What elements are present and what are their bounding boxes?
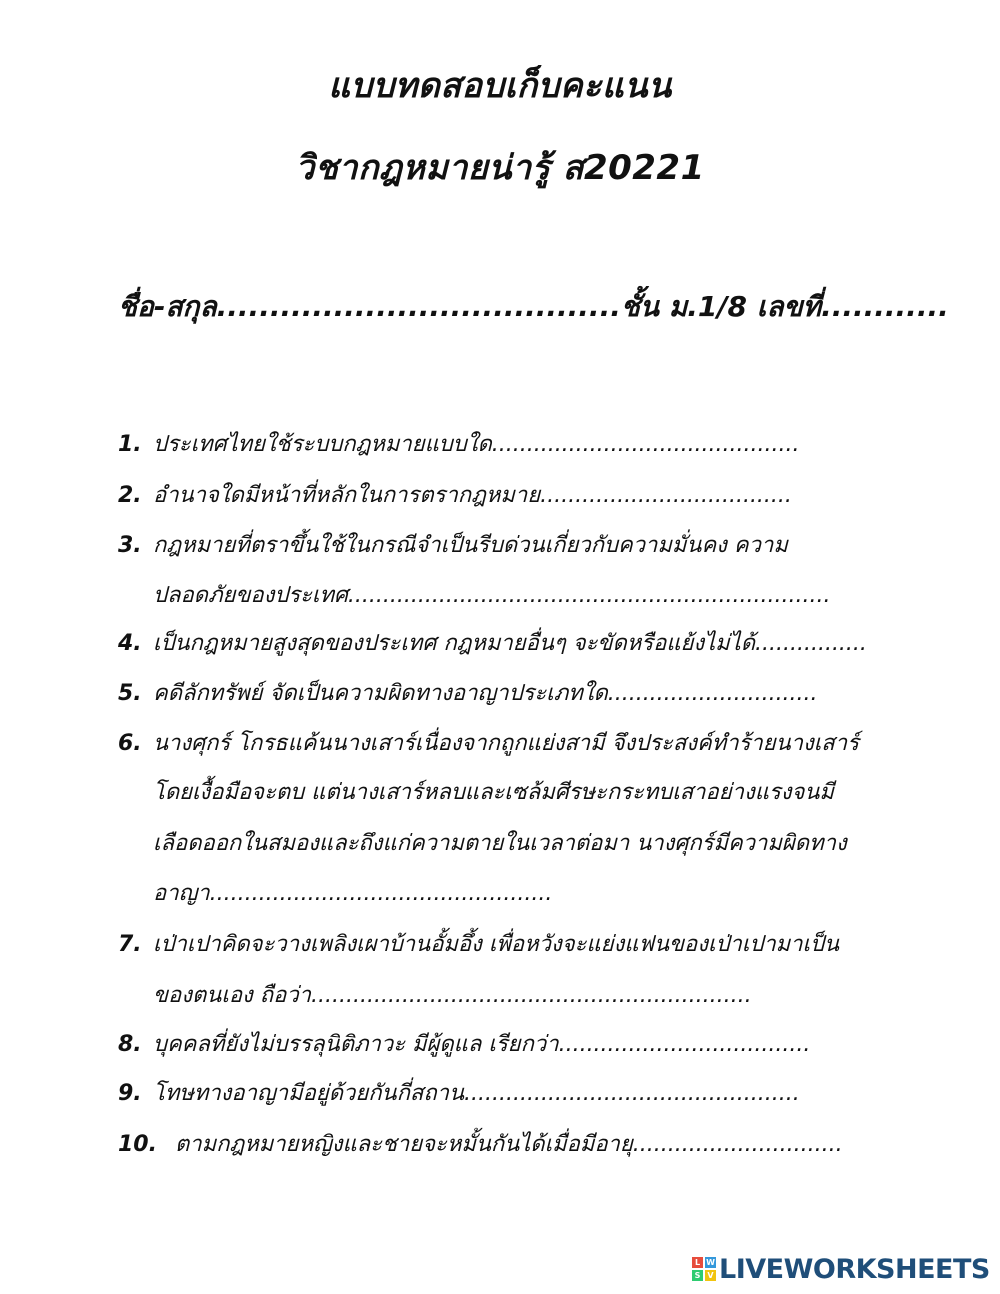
student-name-field[interactable]: ชื่อ-สกุล......................................ชั้น ม.1/8 เลขที่............ [118, 290, 949, 323]
question-text: เป่าเปาคิดจะวางเพลิงเผาบ้านอั้มอึ้ง เพื่อหวังจะแย่งแฟนของเป่าเปามาเป็น [153, 932, 840, 957]
question-6-continuation: โดยเงื้อมือจะตบ แต่นางเสาร์หลบและเซล้มศีรษะกระทบเสาอย่างแรงจนมี [153, 780, 834, 805]
question-number: 1. [118, 432, 142, 457]
question-text: กฎหมายที่ตราขึ้นใช้ในกรณีจำเป็นรีบด่วนเกี่ยวกับความมั่นคง ความ [153, 533, 788, 558]
brand-name: LIVEWORKSHEETS [719, 1253, 990, 1285]
worksheet-title: แบบทดสอบเก็บคะแนน [328, 66, 672, 106]
logo-block: V [705, 1270, 716, 1281]
worksheet-subtitle: วิชากฎหมายน่ารู้ ส20221 [295, 148, 705, 188]
logo-blocks-icon [692, 1257, 716, 1281]
question-7 [118, 926, 978, 961]
question-text: เป็นกฎหมายสูงสุดของประเทศ กฎหมายอื่นๆ จะขัดหรือแย้งไม่ได้................ [153, 631, 867, 656]
logo-block: L [692, 1257, 703, 1268]
question-4 [118, 625, 978, 660]
question-text: ประเทศไทยใช้ระบบกฎหมายแบบใด............................................ [153, 432, 800, 457]
question-6-continuation: เลือดออกในสมองและถึงแก่ความตายในเวลาต่อมา นางศุกร์มีความผิดทาง [153, 831, 847, 856]
question-number: 7. [118, 932, 142, 957]
question-8 [118, 1026, 978, 1061]
liveworksheets-logo[interactable] [692, 1252, 990, 1286]
logo-block: S [692, 1270, 703, 1281]
question-number: 6. [118, 731, 142, 756]
question-9 [118, 1075, 978, 1110]
question-number: 2. [118, 483, 142, 508]
question-text: โทษทางอาญามีอยู่ด้วยกันกี่สถาน................................................ [153, 1081, 800, 1106]
question-number: 8. [118, 1032, 142, 1057]
question-5 [118, 675, 978, 710]
question-3 [118, 527, 978, 562]
logo-block: W [706, 1258, 715, 1267]
question-number: 9. [118, 1081, 142, 1106]
question-text: อำนาจใดมีหน้าที่หลักในการตรากฎหมาย.................................... [153, 483, 792, 508]
question-2 [118, 477, 978, 512]
question-1 [118, 426, 978, 461]
question-text: ตามกฎหมายหญิงและชายจะหมั้นกันได้เมื่อมีอายุ.............................. [175, 1132, 843, 1157]
question-number: 4. [118, 631, 142, 656]
question-number: 5. [118, 681, 142, 706]
question-3-continuation: ปลอดภัยของประเทศ..................................................................... [153, 583, 831, 608]
question-6 [118, 725, 978, 760]
question-10 [118, 1126, 978, 1161]
question-6-continuation: อาญา................................................. [153, 881, 553, 906]
question-text: บุคคลที่ยังไม่บรรลุนิติภาวะ มีผู้ดูแล เรียกว่า.................................... [153, 1032, 811, 1057]
question-7-continuation: ของตนเอง ถือว่า............................................................... [153, 983, 752, 1008]
question-number: 3. [118, 533, 142, 558]
question-text: คดีลักทรัพย์ จัดเป็นความผิดทางอาญาประเภทใด.............................. [153, 681, 818, 706]
question-number: 10. [118, 1132, 157, 1157]
question-text: นางศุกร์ โกรธแค้นนางเสาร์เนื่องจากถูกแย่งสามี จึงประสงค์ทำร้ายนางเสาร์ [153, 731, 859, 756]
